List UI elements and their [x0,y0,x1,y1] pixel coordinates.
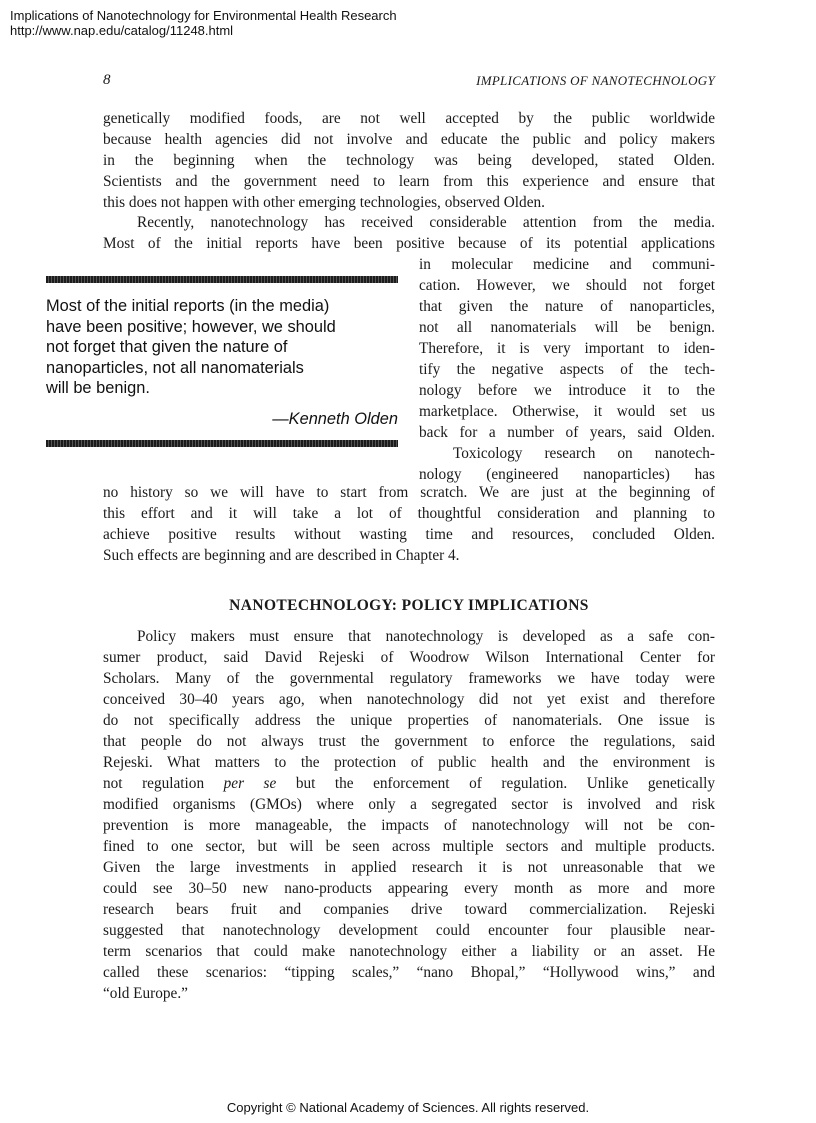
text-line: Rejeski. What matters to the protection of public health and the environment is [103,754,715,771]
pull-quote-rule-bottom [46,440,398,447]
pull-quote-attribution: —Kenneth Olden [272,410,398,428]
text-line: modified organisms (GMOs) where only a segregated sector is involved and risk [103,796,715,813]
pull-quote-line: Most of the initial reports (in the media) [46,297,330,315]
text-line: Recently, nanotechnology has received considerable attention from the media. [137,214,715,231]
text-line: Most of the initial reports have been positive because of its potential applications [103,235,715,252]
pull-quote-text [46,296,398,399]
text-line: that people do not always trust the government to enforce the regulations, said [103,733,715,750]
paragraph-toxicology-continued [103,482,715,566]
pull-quote [46,276,398,450]
text-line: Such effects are beginning and are described in Chapter 4. [103,547,460,564]
text-line: called these scenarios: “tipping scales,” “nano Bhopal,” “Hollywood wins,” and [103,964,715,981]
text-line: Scholars. Many of the governmental regulatory frameworks we have today were [103,670,715,687]
text-line: could see 30–50 new nano-products appearing every month as more and more [103,880,715,897]
italic-per-se: per se [223,775,277,792]
book-title: Implications of Nanotechnology for Environmental Health Research [10,8,397,23]
book-url[interactable]: http://www.nap.edu/catalog/11248.html [10,23,234,38]
text-line: Toxicology research on nanotech- [453,445,715,462]
text-line: Therefore, it is very important to iden- [419,340,715,357]
text-line: nology before we introduce it to the [419,382,715,399]
text-line: nology (engineered nanoparticles) has [419,466,715,483]
paragraph-olden-gm-foods [103,108,715,213]
running-title: IMPLICATIONS OF NANOTECHNOLOGY [476,73,715,88]
text-line-per-se [103,773,715,794]
text-line: back for a number of years, said Olden. [419,424,715,441]
copyright-footer: Copyright © National Academy of Sciences. All rights reserved. [226,1100,590,1115]
section-heading: NANOTECHNOLOGY: POLICY IMPLICATIONS [229,597,589,614]
text-line: Policy makers must ensure that nanotechnology is developed as a safe con- [137,628,715,645]
text-line: sumer product, said David Rejeski of Woodrow Wilson International Center for [103,649,715,666]
text-line: “old Europe.” [103,985,188,1002]
pull-quote-line: not forget that given the nature of [46,338,288,357]
text-line: genetically modified foods, are not well accepted by the public worldwide [103,110,715,127]
source-header [10,8,397,38]
page-number: 8 [103,72,111,88]
text-line: conceived 30–40 years ago, when nanotechnology did not yet exist and therefore [103,691,715,708]
text-line: Given the large investments in applied research it is not unreasonable that we [103,859,715,876]
pull-quote-line: nanoparticles, not all nanomaterials [46,358,304,377]
text-line: this effort and it will take a lot of thoughtful consideration and planning to [103,505,715,522]
text-line: prevention is more manageable, the impacts of nanotechnology will not be con- [103,817,715,834]
text-line: achieve positive results without wasting time and resources, concluded Olden. [103,526,715,543]
text-run: not regulation [103,775,224,792]
text-line: suggested that nanotechnology development could encounter four plausible near- [103,922,715,939]
pull-quote-line: have been positive; however, we should [46,317,336,336]
text-line: tify the negative aspects of the tech- [419,361,715,378]
text-line: do not specifically address the unique properties of nanomaterials. One issue is [103,712,715,729]
text-line: not all nanomaterials will be benign. [419,319,715,336]
paragraph-policy-implications [103,626,715,1004]
text-line: fined to one sector, but will be seen across multiple sectors and multiple products. [103,838,715,855]
text-line: because health agencies did not involve and educate the public and policy makers [103,131,715,148]
text-line: this does not happen with other emerging technologies, observed Olden. [103,194,545,211]
text-line: research bears fruit and companies drive toward commercialization. Rejeski [103,901,715,918]
text-line: that given the nature of nanoparticles, [419,298,715,315]
text-line: no history so we will have to start from scratch. We are just at the beginning of [103,484,715,501]
paragraph-media-attention [103,212,715,254]
pull-quote-line: will be benign. [46,379,150,398]
pull-quote-rule-top [46,276,398,283]
text-line: in molecular medicine and communi- [419,256,715,273]
text-line: in the beginning when the technology was being developed, stated Olden. [103,152,715,169]
text-line: marketplace. Otherwise, it would set us [419,403,715,420]
text-run: but the enforcement of regulation. Unlike genetically [276,775,715,792]
text-line: cation. However, we should not forget [419,277,715,294]
text-line: term scenarios that could make nanotechnology either a liability or an asset. He [103,943,715,960]
text-line: Scientists and the government need to learn from this experience and ensure that [103,173,715,190]
paragraph-wrapped-column [419,254,715,485]
